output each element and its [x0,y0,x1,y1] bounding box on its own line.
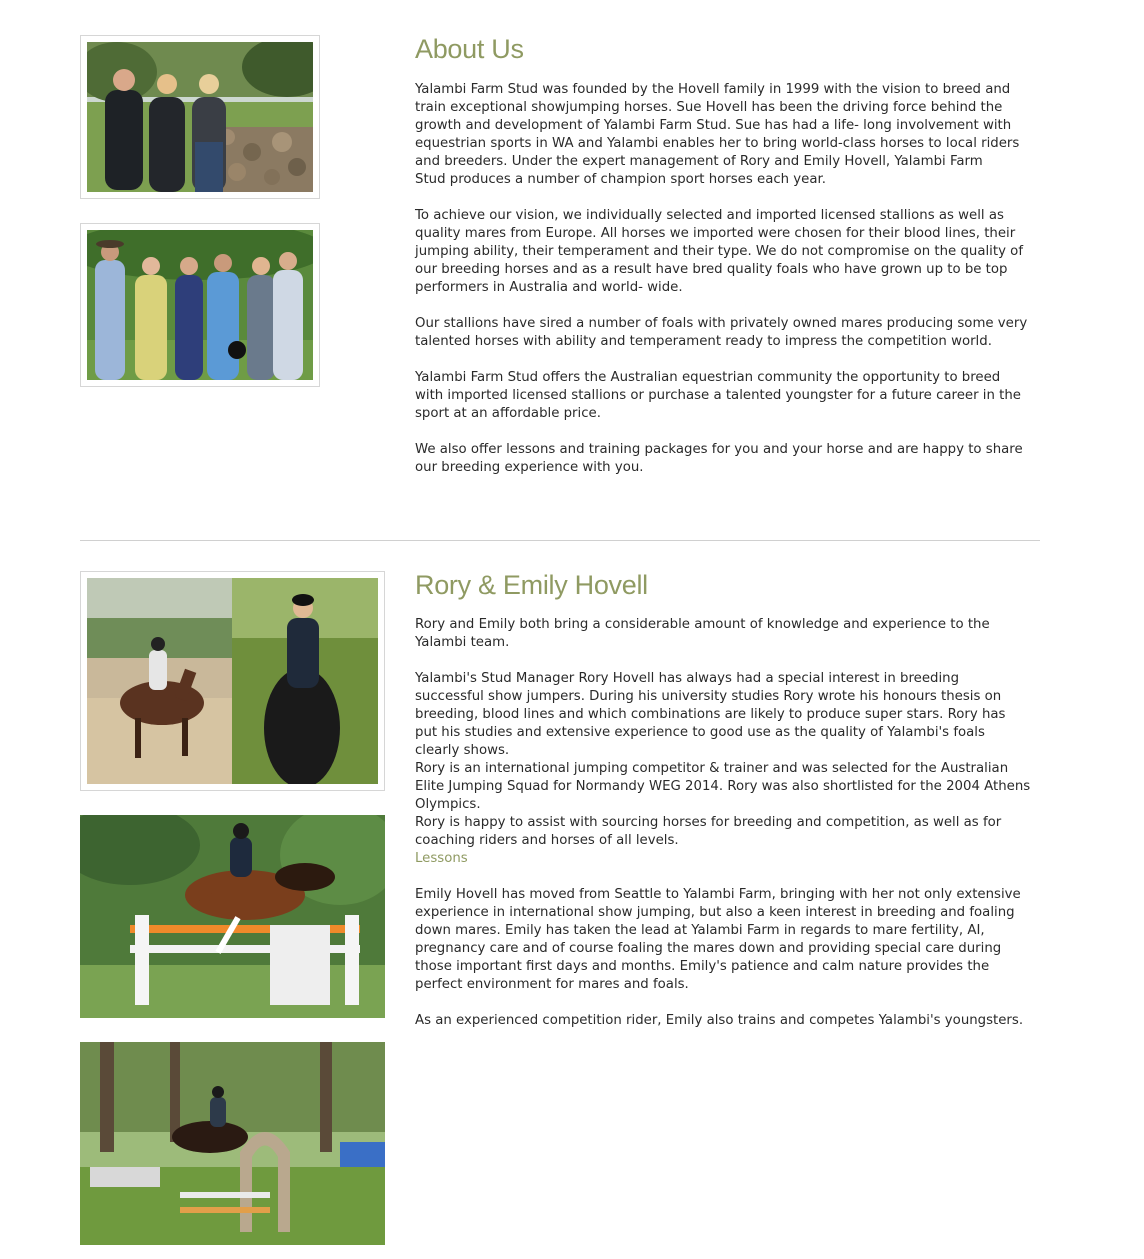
about-paragraph-5: We also offer lessons and training packages for you and your horse and are happy to share our breeding experience with you. [415,442,1023,475]
about-paragraph-4: Yalambi Farm Stud offers the Australian equestrian community the opportunity to breed with imported licensed stallions or purchase a talented youngster for a future career in the sport at an affordable price. [415,370,1021,421]
emily-paragraph: Emily Hovell has moved from Seattle to Yalambi Farm, bringing with her not only extensive experience in international show jumping, but also a keen interest in breeding and foaling down mares. Emily has taken the lead at Yalambi Farm in regards to mare fertility, AI, pregnancy care and of course foaling the mares down and providing special care during those important first days and months. Emily's patience and calm nature provides the perfect environment for mares and foals. [415,887,1021,992]
about-us-body [415,81,1055,477]
about-paragraph-1: Yalambi Farm Stud was founded by the Hovell family in 1999 with the vision to breed and train exceptional showjumping horses. Sue Hovell has been the driving force behind the growth and development of Yalambi Farm Stud. Sue has had a life- long involvement with equestrian sports in WA and Yalambi enables her to bring world-class horses to local riders and breeders. Under the expert management of Rory and Emily Hovell, Yalambi Farm Stud produces a number of champion sport horses each year. [415,82,1020,187]
section-divider [80,540,1040,541]
family-photo-2 [87,230,313,380]
closing-paragraph: As an experienced competition rider, Emily also trains and competes Yalambi's youngsters. [415,1013,1024,1028]
team-intro-paragraph: Rory and Emily both bring a considerable amount of knowledge and experience to the Yalambi team. [415,617,990,650]
about-paragraph-3: Our stallions have sired a number of foals with privately owned mares producing some very talented horses with ability and temperament ready to impress the competition world. [415,316,1028,349]
show-jumping-photo [80,815,385,1018]
lessons-link[interactable]: Lessons [415,851,468,866]
riders-collage-photo [87,578,378,784]
about-paragraph-2: To achieve our vision, we individually selected and imported licensed stallions as well as quality mares from Europe. All horses we imported were chosen for their blood lines, their jumping ability, their temperament and their type. We do not compromise on the quality of our breeding horses and as a result have bred quality foals who have grown up to be top performers in Australia and world- wide. [415,208,1023,295]
rory-paragraph: Yalambi's Stud Manager Rory Hovell has always had a special interest in breeding successful show jumpers. During his university studies Rory wrote his honours thesis on breeding, blood lines and which combinations are likely to produce super stars. Rory has put his studies and extensive experience to good use as the quality of Yalambi's foals clearly shows. Rory is an international jumping competitor & trainer and was selected for the Australian Elite Jumping Squad for Normandy WEG 2014. Rory was also shortlisted for the 2004 Athens Olympics. Rory is happy to assist with sourcing horses for breeding and competition, as well as for coaching riders and horses of all levels. [415,671,1031,848]
about-us-heading: About Us [415,34,524,64]
family-photo-1 [87,42,313,192]
rory-emily-heading: Rory & Emily Hovell [415,570,648,600]
arch-jump-photo [80,1042,385,1245]
rory-emily-body [415,616,1055,1030]
